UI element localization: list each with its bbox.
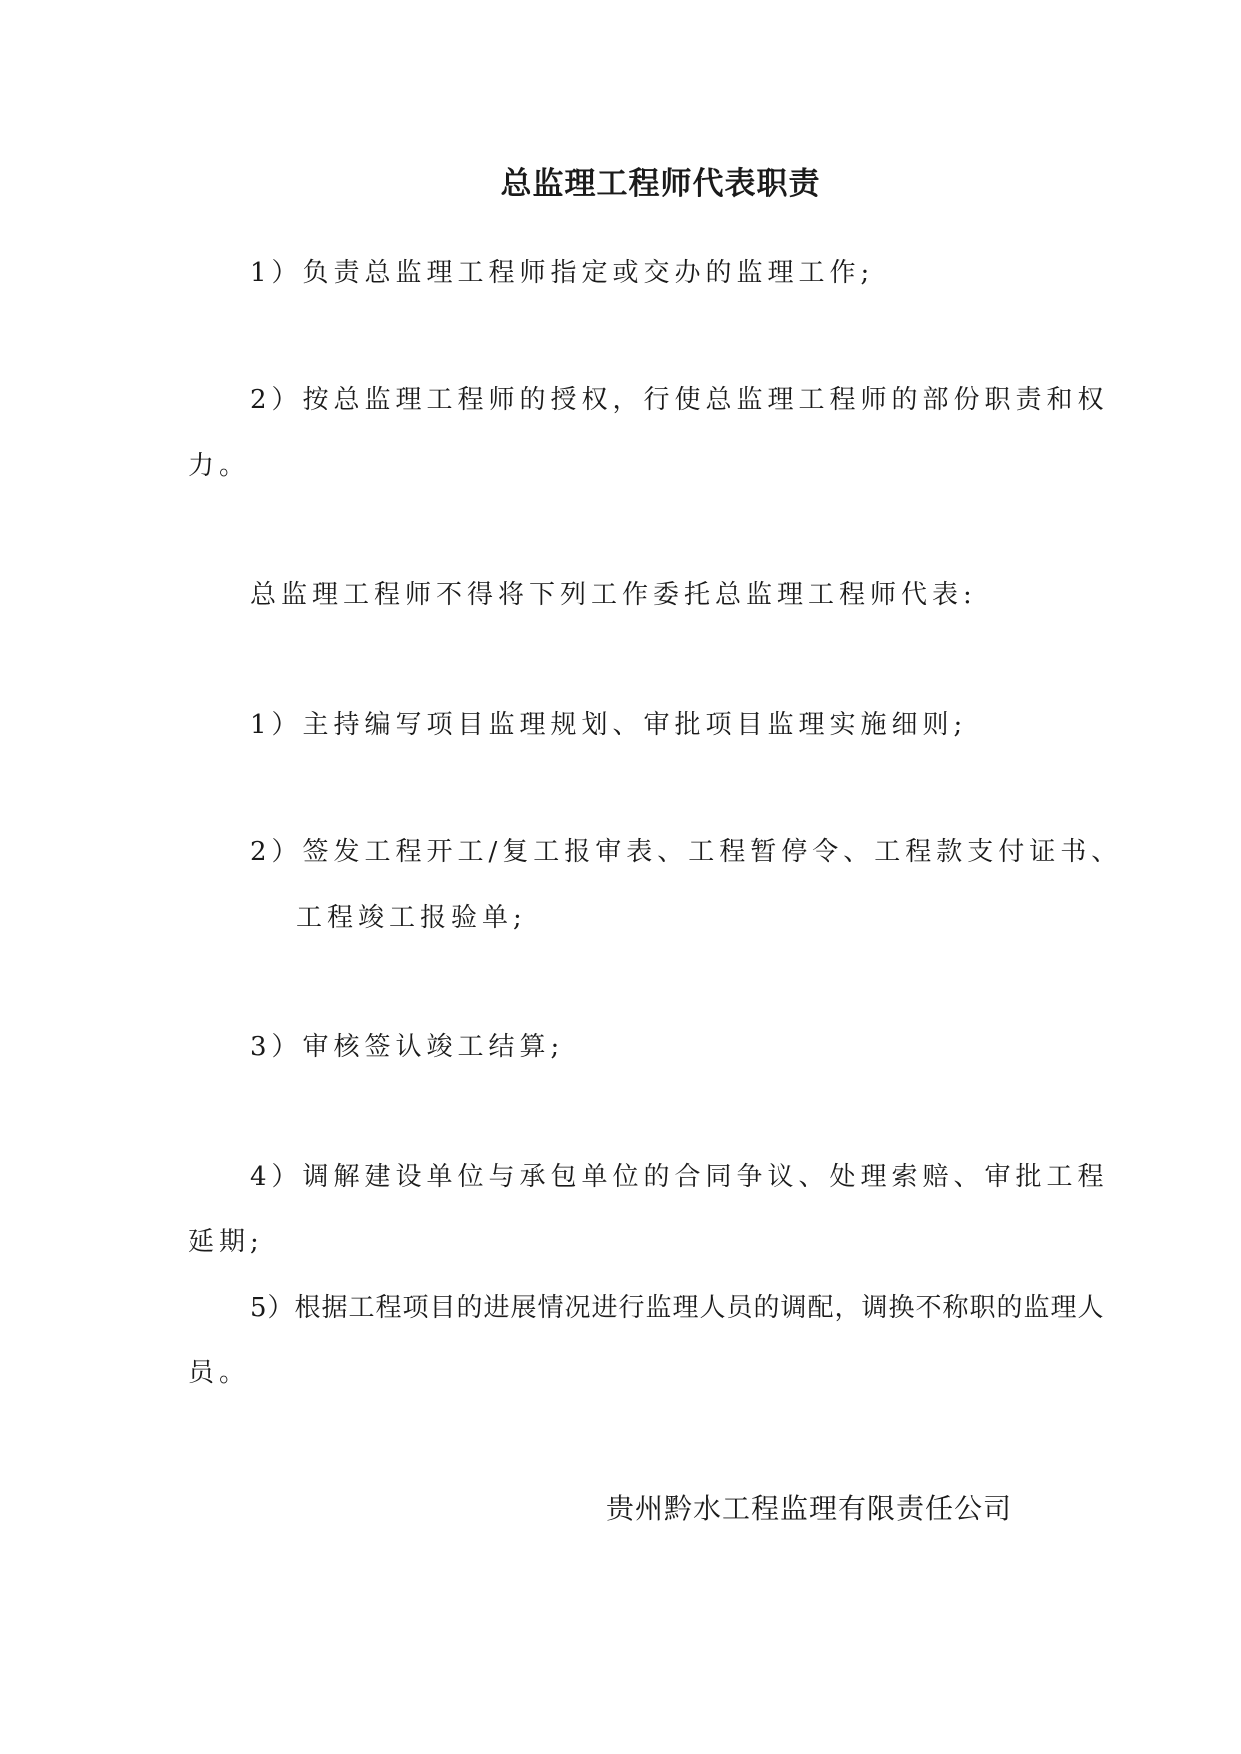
duty-2-line-1: 2）按总监理工程师的授权，行使总监理工程师的部份职责和权 [250, 385, 1109, 415]
restriction-5-line-1: 5）根据工程项目的进展情况进行监理人员的调配，调换不称职的监理人 [250, 1293, 1105, 1323]
duty-2-line-2: 力。 [188, 451, 251, 481]
restriction-3: 3）审核签认竣工结算; [250, 1032, 565, 1062]
company-signature: 贵州黔水工程监理有限责任公司 [606, 1492, 1013, 1525]
duty-1: 1）负责总监理工程师指定或交办的监理工作; [250, 258, 875, 288]
restriction-2-line-2: 工程竣工报验单; [296, 903, 527, 933]
restriction-1: 1）主持编写项目监理规划、审批项目监理实施细则; [250, 710, 968, 740]
restriction-4-line-2: 延期; [188, 1227, 264, 1257]
restrictions-intro: 总监理工程师不得将下列工作委托总监理工程师代表: [250, 580, 977, 610]
restriction-5-line-2: 员。 [188, 1358, 251, 1388]
document-title: 总监理工程师代表职责 [500, 166, 821, 202]
restriction-2-line-1: 2）签发工程开工/复工报审表、工程暂停令、工程款支付证书、 [250, 837, 1123, 867]
restriction-4-line-1: 4）调解建设单位与承包单位的合同争议、处理索赔、审批工程 [250, 1162, 1109, 1192]
